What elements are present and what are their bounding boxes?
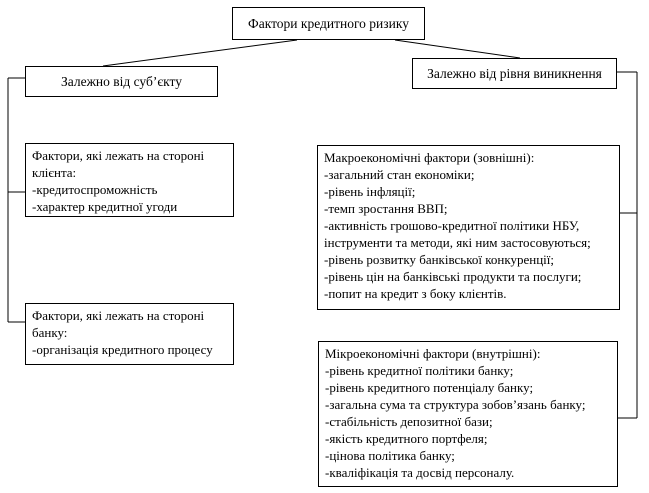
macro-factors-item: -загальний стан економіки; bbox=[324, 167, 475, 182]
branch-right-label: Залежно від рівня виникнення bbox=[427, 65, 602, 81]
bank-factors-heading: Фактори, які лежать на стороні банку: bbox=[32, 308, 205, 340]
macro-factors-item: -рівень цін на банківські продукти та послуги; bbox=[324, 269, 582, 284]
micro-factors-item: -загальна сума та структура зобов’язань банку; bbox=[325, 397, 586, 412]
micro-factors-item: -кваліфікація та досвід персоналу. bbox=[325, 465, 515, 480]
branch-node-by-level-of-origin bbox=[412, 58, 617, 89]
root-node-label: Фактори кредитного ризику bbox=[248, 15, 409, 31]
micro-factors-item: -рівень кредитної політики банку; bbox=[325, 363, 514, 378]
macro-factors-item: -рівень інфляції; bbox=[324, 184, 416, 199]
micro-factors-item: -якість кредитного портфеля; bbox=[325, 431, 488, 446]
macro-factors-heading: Макроекономічні фактори (зовнішні): bbox=[324, 150, 535, 165]
macro-factors-item: -активність грошово-кредитної політики НБУ, інструменти та методи, які ним застосовуються; bbox=[324, 218, 591, 250]
edge-title-to-right-branch bbox=[395, 40, 520, 58]
root-node-credit-risk-factors bbox=[232, 7, 425, 40]
micro-factors-item: -стабільність депозитної бази; bbox=[325, 414, 493, 429]
bank-factors-item: -організація кредитного процесу bbox=[32, 342, 213, 357]
macro-factors-item: -темп зростання ВВП; bbox=[324, 201, 448, 216]
micro-factors-item: -рівень кредитного потенціалу банку; bbox=[325, 380, 534, 395]
leaf-node-bank-factors bbox=[25, 303, 234, 365]
leaf-node-macroeconomic-factors bbox=[317, 145, 620, 310]
client-factors-heading: Фактори, які лежать на стороні клієнта: bbox=[32, 148, 205, 180]
macro-factors-item: -попит на кредит з боку клієнтів. bbox=[324, 286, 507, 301]
micro-factors-item: -цінова політика банку; bbox=[325, 448, 455, 463]
edge-title-to-left-branch bbox=[103, 40, 297, 66]
client-factors-item: -характер кредитної угоди bbox=[32, 199, 178, 214]
branch-left-label: Залежно від суб’єкту bbox=[60, 73, 183, 89]
leaf-node-microeconomic-factors bbox=[318, 341, 618, 487]
client-factors-item: -кредитоспроможність bbox=[32, 182, 158, 197]
micro-factors-heading: Мікроекономічні фактори (внутрішні): bbox=[325, 346, 541, 361]
branch-node-by-subject bbox=[25, 66, 218, 97]
leaf-node-client-factors bbox=[25, 143, 234, 217]
macro-factors-item: -рівень розвитку банківської конкуренції; bbox=[324, 252, 555, 267]
